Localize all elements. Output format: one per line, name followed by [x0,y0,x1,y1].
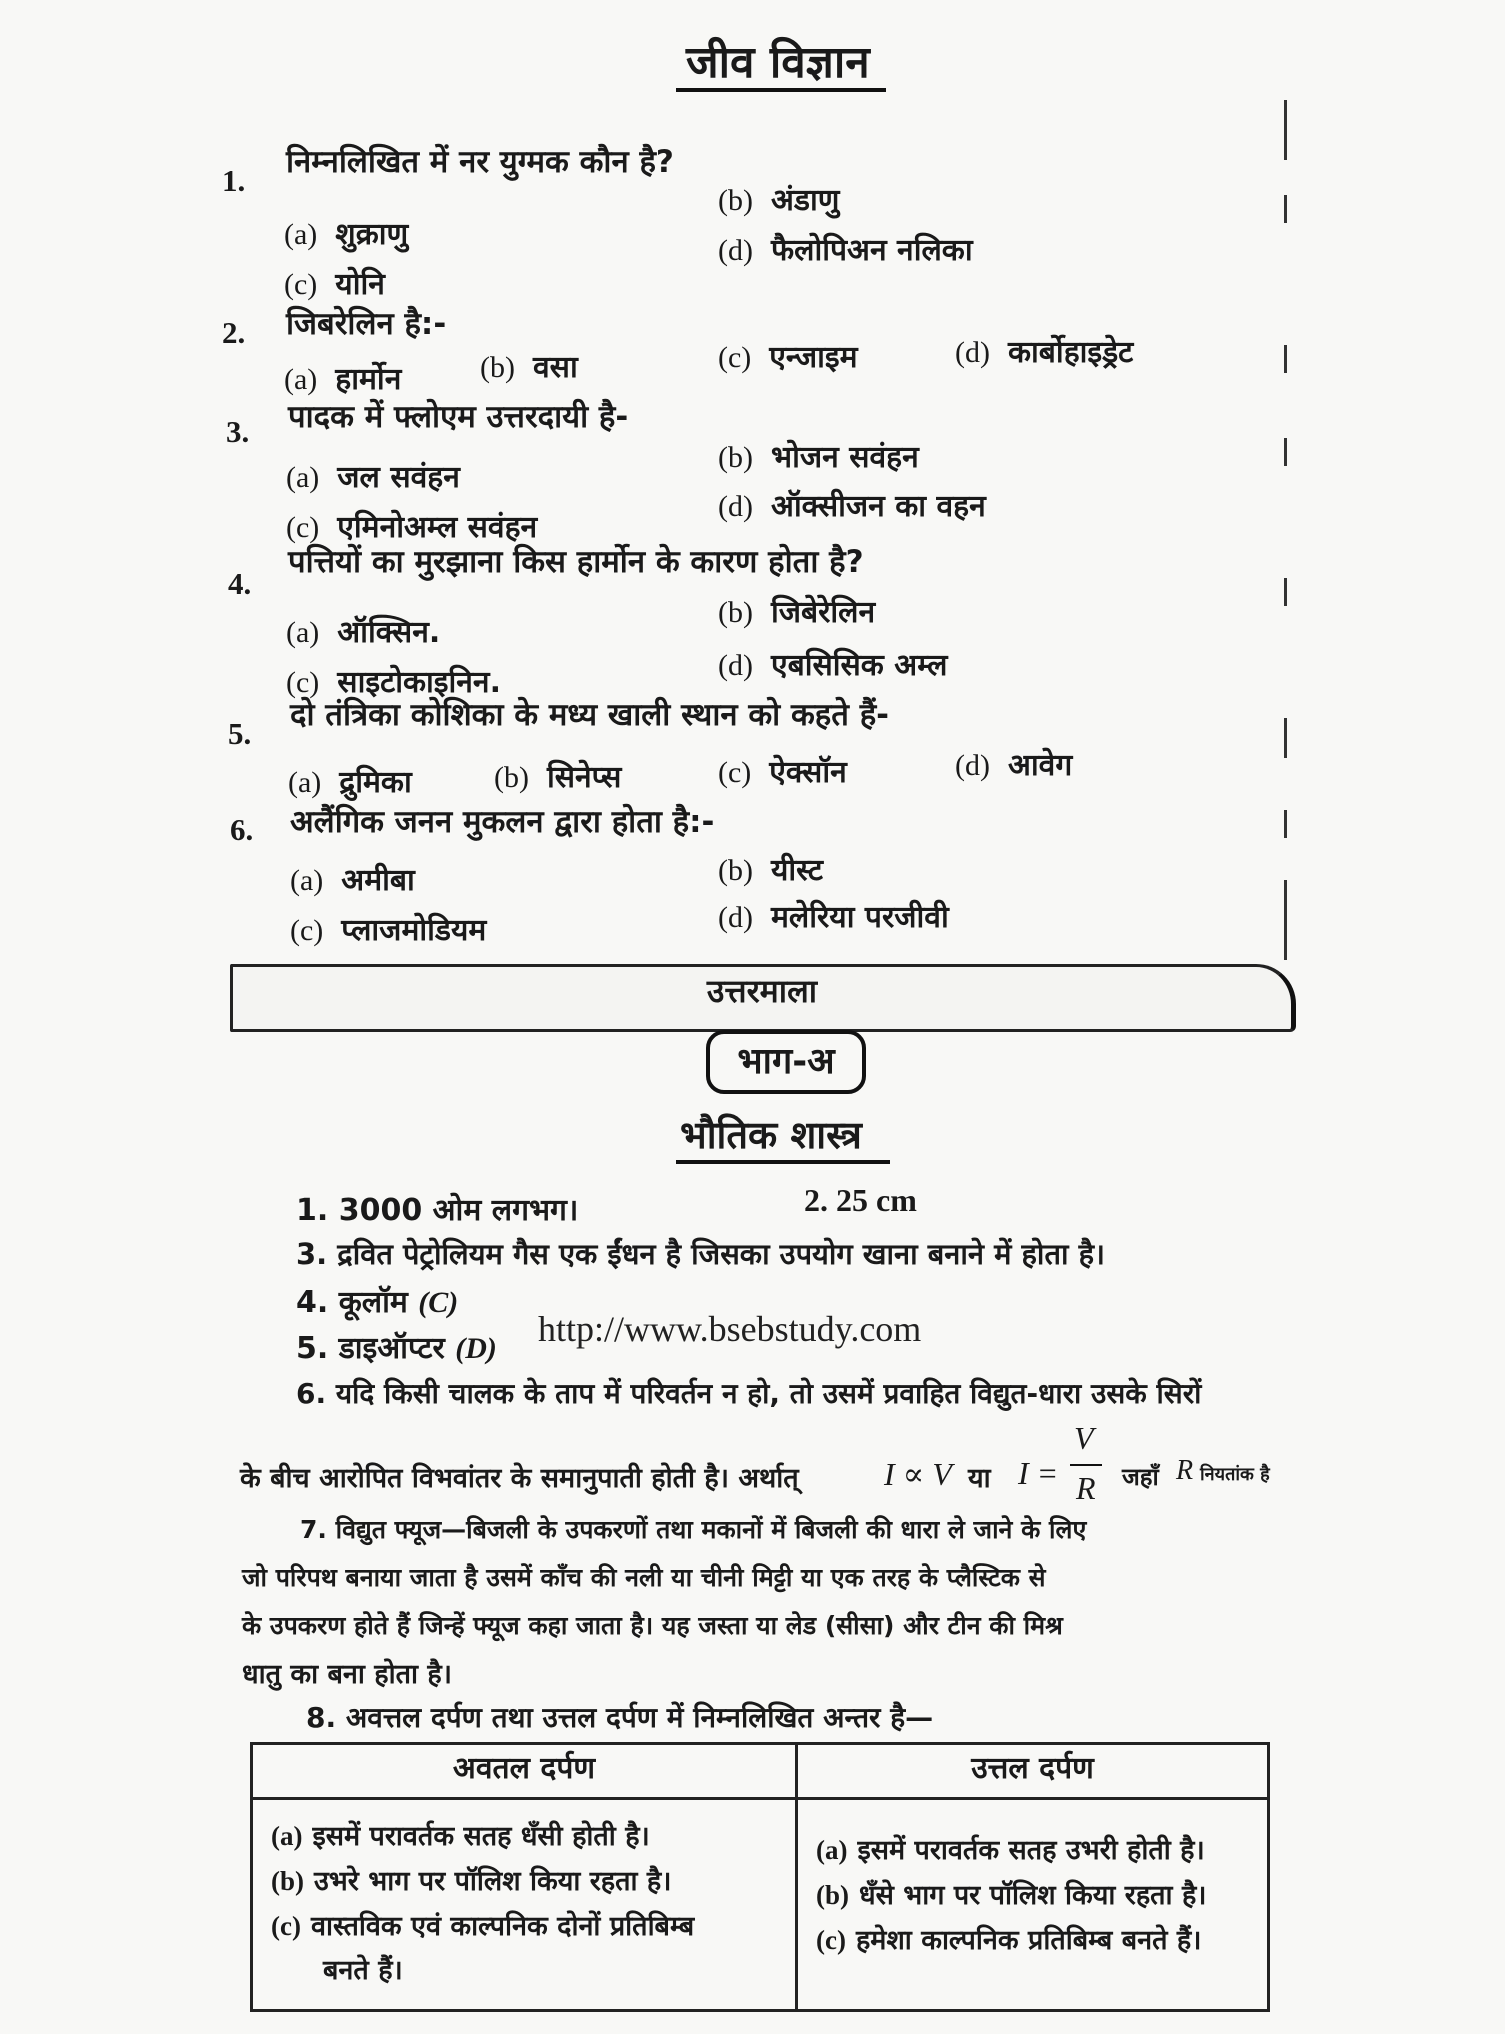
option: (c) एमिनोअम्ल सवंहन [286,510,538,545]
answer-7-line-2: जो परिपथ बनाया जाता है उसमें काँच की नली या चीनी मिट्टी या एक तरह के प्लैस्टिक से [242,1563,1046,1592]
table-row: (b) धँसे भाग पर पॉलिश किया रहता है। [816,1880,1207,1911]
watermark-url: http://www.bsebstudy.com [538,1309,922,1349]
table-header-convex: उत्तल दर्पण [797,1744,1269,1799]
answer-7-line-1: 7. विद्युत फ्यूज—बिजली के उपकरणों तथा मकानों में बिजली की धारा ले जाने के लिए [300,1515,1087,1544]
option: (a) ऑक्सिन. [286,615,441,650]
option: (d) आवेग [955,748,1073,783]
question-text: अलैंगिक जनन मुकलन द्वारा होता है:- [290,804,715,840]
answer-key-label: उत्तरमाला [706,972,818,1010]
option: (a) जल सवंहन [286,460,460,495]
question-text: पत्तियों का मुरझाना किस हार्मोन के कारण होता है? [288,544,864,580]
margin-line [1284,195,1287,223]
option: (c) प्लाजमोडियम [290,913,487,948]
formula-proportional: I ∝ V [884,1456,952,1492]
answer-8: 8. अवत्तल दर्पण तथा उत्तल दर्पण में निम्नलिखित अन्तर है— [306,1701,934,1734]
table-cell-convex [797,1799,1269,2011]
question-number: 2. [222,315,246,350]
table-row: (a) इसमें परावर्तक सतह धँसी होती है। [271,1821,650,1852]
option: (c) योनि [284,267,385,302]
option: (a) हार्मोन [284,362,402,397]
margin-line [1284,345,1287,373]
option: (d) फैलोपिअन नलिका [718,233,973,268]
table-cell-concave [252,1799,797,2011]
answer-7-line-4: धातु का बना होता है। [242,1659,452,1690]
answer-6-line-1: 6. यदि किसी चालक के ताप में परिवर्तन न हो, तो उसमें प्रवाहित विद्युत-धारा उसके सिरों [296,1377,1202,1410]
option: (d) कार्बोहाइड्रेट [955,335,1134,370]
margin-line [1284,100,1287,160]
title-underline [676,88,886,92]
title-underline [676,1160,890,1164]
option: (b) जिबेरेलिन [718,595,876,630]
section-title-physics: भौतिक शास्त्र [680,1113,862,1157]
margin-line [1284,578,1287,606]
option: (d) एबसिसिक अम्ल [718,648,948,683]
answer-key-banner [230,964,1296,1032]
table-row: (b) उभरे भाग पर पॉलिश किया रहता है। [271,1866,672,1897]
answer-5: 5. डाइऑप्टर (D) [296,1331,497,1366]
table-row: (c) हमेशा काल्पनिक प्रतिबिम्ब बनते हैं। [816,1925,1202,1956]
formula-denominator: R [1076,1470,1096,1506]
margin-line [1284,880,1287,960]
option: (d) ऑक्सीजन का वहन [718,489,986,524]
option: (a) द्रुमिका [288,765,412,800]
option: (b) वसा [480,350,578,385]
table-row: बनते हैं। [323,1955,403,1986]
table-row: (c) वास्तविक एवं काल्पनिक दोनों प्रतिबिम्ब [271,1911,695,1942]
formula-numerator: V [1074,1420,1094,1456]
option: (d) मलेरिया परजीवी [718,900,949,935]
formula-where: जहाँ [1122,1463,1159,1491]
formula-or: या [968,1463,991,1494]
question-text: दो तंत्रिका कोशिका के मध्य खाली स्थान को कहते हैं- [290,697,890,733]
option: (b) भोजन सवंहन [718,440,919,475]
option: (a) अमीबा [290,863,415,898]
option: (b) यीस्ट [718,853,823,888]
question-number: 4. [228,566,252,601]
answer-7-line-3: के उपकरण होते हैं जिन्हें फ्यूज कहा जाता है। यह जस्ता या लेड (सीसा) और टीन की मिश्र [242,1611,1063,1640]
part-badge: भाग-अ [706,1030,866,1094]
answer-3: 3. द्रवित पेट्रोलियम गैस एक ईंधन है जिसका उपयोग खाना बनाने में होता है। [296,1237,1105,1271]
answer-4: 4. कूलॉम (C) [296,1285,459,1320]
question-number: 6. [230,812,254,847]
option: (c) एन्जाइम [718,340,858,375]
option: (a) शुक्राणु [284,217,409,252]
margin-line [1284,438,1287,466]
answer-2: 2. 25 cm [804,1182,917,1218]
question-text: पादक में फ्लोएम उत्तरदायी है- [288,399,629,435]
answer-1: 1. 3000 ओम लगभग। [296,1193,579,1228]
formula-r: R [1176,1455,1194,1486]
section-title-biology: जीव विज्ञान [686,37,870,88]
formula-constant: नियतांक है [1200,1464,1270,1485]
margin-line [1284,718,1287,758]
table-header-concave: अवतल दर्पण [252,1744,797,1799]
mirror-comparison-table [250,1742,1270,2012]
question-text: निम्नलिखित में नर युग्मक कौन है? [286,144,674,180]
question-number: 3. [226,414,250,449]
option: (c) साइटोकाइनिन. [286,665,501,700]
question-text: जिबरेलिन है:- [286,306,447,342]
option: (b) अंडाणु [718,183,840,218]
fraction-bar [1070,1464,1102,1466]
margin-line [1284,810,1287,838]
question-number: 1. [222,163,246,198]
question-number: 5. [228,716,252,751]
table-row: (a) इसमें परावर्तक सतह उभरी होती है। [816,1835,1205,1866]
answer-6-line-2: के बीच आरोपित विभवांतर के समानुपाती होती है। अर्थात् [240,1463,799,1494]
option: (b) सिनेप्स [494,760,622,795]
formula-lhs: I = [1018,1455,1059,1491]
option: (c) ऐक्सॉन [718,755,847,790]
